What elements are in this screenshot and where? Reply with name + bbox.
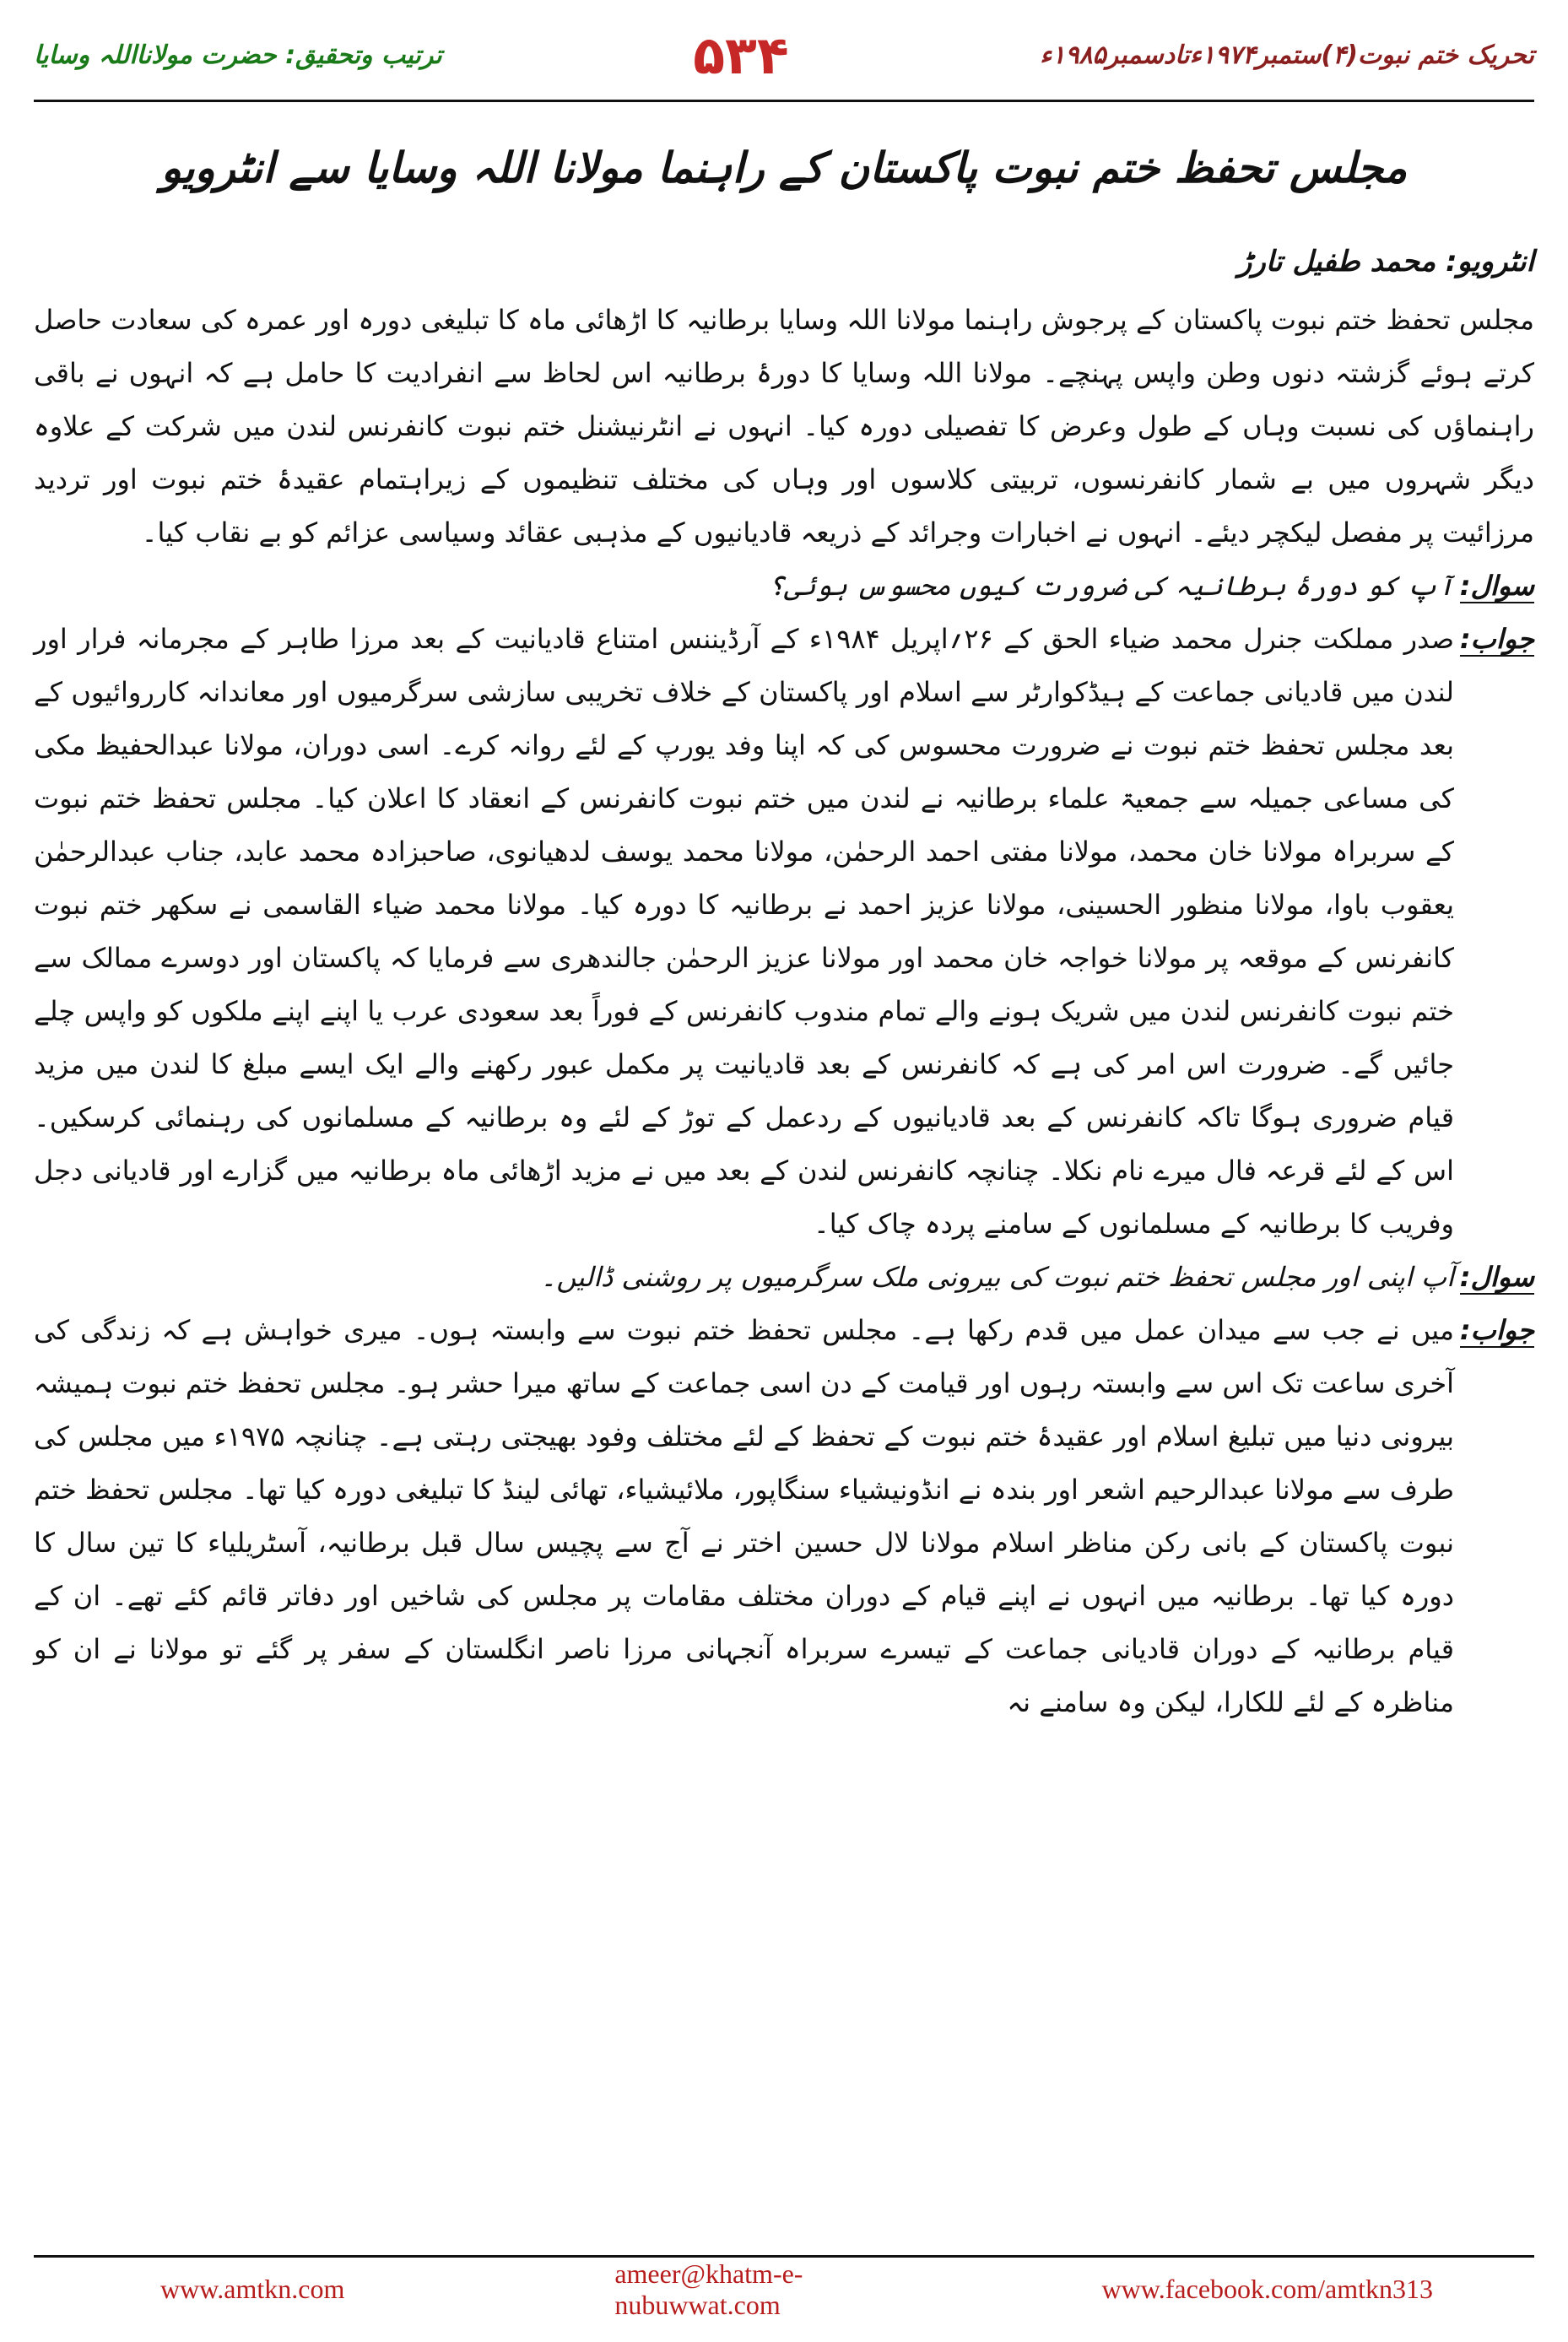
facebook-link[interactable]: www.facebook.com/amtkn313: [1101, 2274, 1433, 2304]
answer-2: [34, 1304, 1534, 1729]
question-text: آپ کو دورۂ برطانیہ کی ضرورت کیوں محسوس ہوئی؟: [768, 570, 1454, 602]
article-body: [34, 236, 1534, 2215]
answer-text: صدر مملکت جنرل محمد ضیاء الحق کے ۲۶؍اپریل ۱۹۸۴ء کے آرڈیننس امتناع قادیانیت کے بعد مرزا طاہر کے مجرمانہ فرار اور لندن میں قادیانی جماعت کے ہیڈکوارٹر سے اسلام اور پاکستان کے خلاف تخریبی سازشی سرگرمیوں اور معاندانہ کارروائیوں کے بعد مجلس تحفظ ختم نبوت نے ضرورت محسوس کی کہ اپنا وفد یورپ کے لئے روانہ کرے۔ اسی دوران، مولانا عبدالحفیظ مکی کی مساعی جمیلہ سے جمعیۃ علماء برطانیہ نے لندن میں ختم نبوت کانفرنس کے انعقاد کا اعلان کیا۔ مجلس تحفظ ختم نبوت کے سربراہ مولانا خان محمد، مولانا مفتی احمد الرحمٰن، مولانا محمد یوسف لدھیانوی، صاحبزادہ محمد عابد، جناب عبدالرحمٰن یعقوب باوا، مولانا منظور الحسینی، مولانا عزیز احمد نے برطانیہ کا دورہ کیا۔ مولانا محمد ضیاء القاسمی نے سکھر ختم نبوت کانفرنس کے موقعہ پر مولانا خواجہ خان محمد اور مولانا عزیز الرحمٰن جالندھری سے فرمایا کہ پاکستان اور دوسرے ممالک سے ختم نبوت کانفرنس لندن میں شریک ہونے والے تمام مندوب کانفرنس کے فوراً بعد سعودی عرب یا اپنے اپنے ملکوں کو واپس چلے جائیں گے۔ ضرورت اس امر کی ہے کہ کانفرنس کے بعد قادیانیت پر مکمل عبور رکھنے والے ایک ایسے مبلغ کا لندن میں مزید قیام ضروری ہوگا تاکہ کانفرنس کے بعد قادیانیوں کے ردعمل کے توڑ کے لئے وہ برطانیہ کے مسلمانوں کی رہنمائی کرسکیں۔ اس کے لئے قرعہ فال میرے نام نکلا۔ چنانچہ کانفرنس لندن کے بعد میں نے مزید اڑھائی ماہ برطانیہ میں گزارے اور قادیانی دجل وفریب کا برطانیہ کے مسلمانوں کے سامنے پردہ چاک کیا۔: [34, 623, 1455, 1240]
email-link[interactable]: ameer@khatm-e-nubuwwat.com: [614, 2258, 803, 2320]
answer-label: جواب:: [1459, 623, 1534, 655]
answer-text: میں نے جب سے میدان عمل میں قدم رکھا ہے۔ مجلس تحفظ ختم نبوت سے وابستہ ہوں۔ میری خواہش ہے کہ زندگی کی آخری ساعت تک اس سے وابستہ رہوں اور قیامت کے دن اسی جماعت کے ساتھ میرا حشر ہو۔ مجلس تحفظ ختم نبوت ہمیشہ بیرونی دنیا میں تبلیغ اسلام اور عقیدۂ ختم نبوت کے تحفظ کے لئے مختلف وفود بھیجتی رہتی ہے۔ چنانچہ ۱۹۷۵ء میں مجلس کی طرف سے مولانا عبدالرحیم اشعر اور بندہ نے انڈونیشیاء سنگاپور، ملائیشیاء، تھائی لینڈ کا تبلیغی دورہ کیا تھا۔ مجلس تحفظ ختم نبوت پاکستان کے بانی رکن مناظر اسلام مولانا لال حسین اختر نے آج سے پچیس سال قبل برطانیہ، آسٹریلیاء کا تین سال کا دورہ کیا تھا۔ برطانیہ میں انہوں نے اپنے قیام کے دوران مختلف مقامات پر مجلس کی شاخیں اور دفاتر قائم کئے تھے۔ ان کے قیام برطانیہ کے دوران قادیانی جماعت کے تیسرے سربراہ آنجہانی مرزا ناصر انگلستان کے سفر پر گئے تو مولانا نے ان کو مناظرہ کے لئے للکارا، لیکن وہ سامنے نہ: [34, 1314, 1455, 1718]
question-label: سوال:: [1459, 1261, 1534, 1293]
question-text: آپ اپنی اور مجلس تحفظ ختم نبوت کی بیرونی ملک سرگرمیوں پر روشنی ڈالیں۔: [540, 1261, 1454, 1293]
page-number: ۵۳۴: [693, 24, 789, 86]
website-link[interactable]: www.amtkn.com: [160, 2274, 345, 2304]
header-compiler-credit: ترتیب وتحقیق: حضرت مولانااللہ وسایا: [34, 40, 442, 70]
question-2: [34, 1251, 1534, 1304]
intro-paragraph: مجلس تحفظ ختم نبوت پاکستان کے پرجوش راہنما مولانا اللہ وسایا برطانیہ کا اڑھائی ماہ کا تبلیغی دورہ اور عمرہ کی سعادت حاصل کرتے ہوئے گزشتہ دنوں وطن واپس پہنچے۔ مولانا اللہ وسایا کا دورۂ برطانیہ اس لحاظ سے انفرادیت کا حامل ہے کہ انہوں نے باقی راہنماؤں کی نسبت وہاں کے طول وعرض کا تفصیلی دورہ کیا۔ انہوں نے انٹرنیشنل ختم نبوت کانفرنس لندن میں شرکت کے علاوہ دیگر شہروں میں بے شمار کانفرنسوں، تربیتی کلاسوں اور وہاں کی مختلف تنظیموں کے زیراہتمام عقیدۂ ختم نبوت اور تردید مرزائیت پر مفصل لیکچر دیئے۔ انہوں نے اخبارات وجرائد کے ذریعہ قادیانیوں کے مذہبی عقائد وسیاسی عزائم کو بے نقاب کیا۔: [34, 304, 1534, 549]
question-1: [34, 560, 1534, 613]
header-book-title: تحریک ختم نبوت(۴)ستمبر۱۹۷۴ءتادسمبر۱۹۸۵ء: [1040, 40, 1534, 70]
question-label: سوال:: [1459, 570, 1534, 602]
article-title: مجلس تحفظ ختم نبوت پاکستان کے راہنما مولانا اللہ وسایا سے انٹرویو: [160, 143, 1408, 192]
page-header: [34, 17, 1534, 93]
answer-label: جواب:: [1459, 1314, 1534, 1346]
page-footer: [34, 2258, 1534, 2320]
answer-1: [34, 613, 1534, 1251]
byline: انٹرویو: محمد طفیل تارڑ: [1237, 245, 1534, 279]
header-divider: [34, 100, 1534, 102]
